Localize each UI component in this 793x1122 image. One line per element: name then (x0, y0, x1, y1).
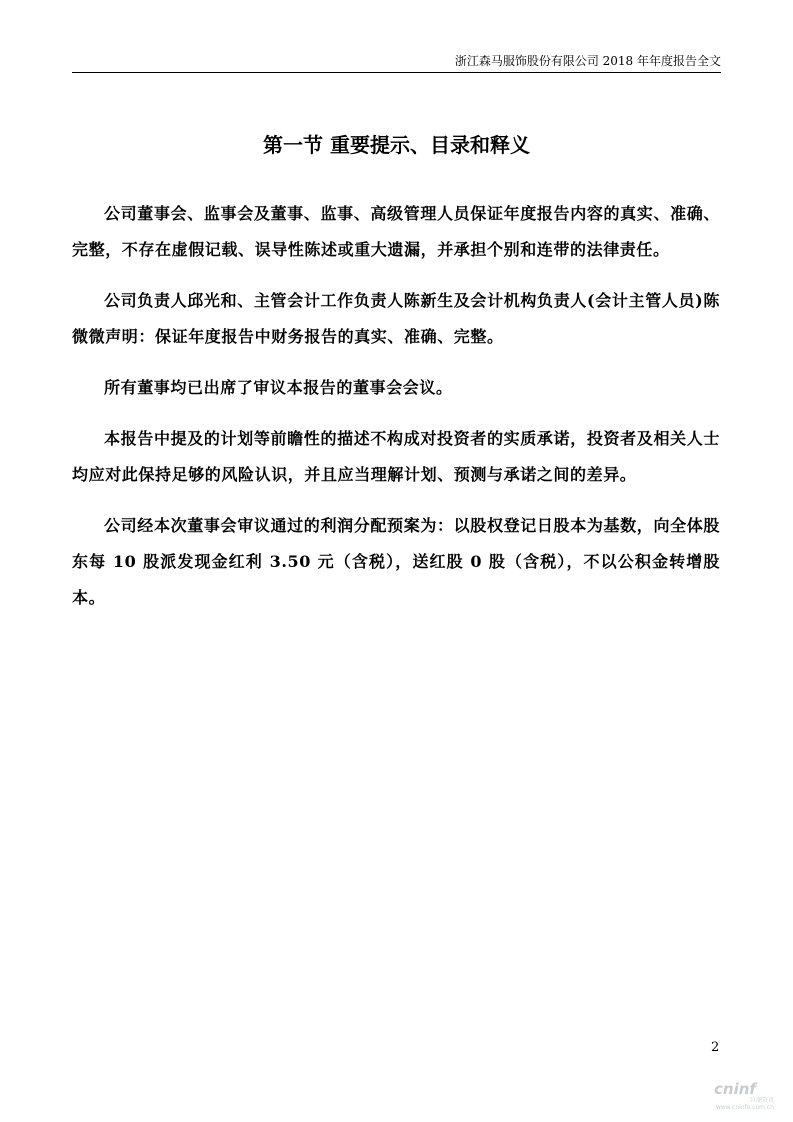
paragraph-dividend-plan: 公司经本次董事会审议通过的利润分配预案为：以股权登记日股本为基数，向全体股东每 10 股派发现金红利 3.50 元（含税），送红股 0 股（含税），不以公积金转增股本。 (72, 516, 720, 607)
cninfo-url: www.cninfo.com.cn (715, 1104, 774, 1111)
header-company-report: 浙江森马服饰股份有限公司 2018 年年度报告全文 (454, 54, 721, 68)
document-body (72, 196, 720, 631)
paragraph-financial-declaration: 公司负责人邱光和、主管会计工作负责人陈新生及会计机构负责人(会计主管人员)陈微微声明：保证年度报告中财务报告的真实、准确、完整。 (72, 291, 720, 346)
section-title: 第一节 重要提示、目录和释义 (263, 133, 530, 157)
paragraph-responsibility-statement: 公司董事会、监事会及董事、监事、高级管理人员保证年度报告内容的真实、准确、完整，不存在虚假记载、误导性陈述或重大遗漏，并承担个别和连带的法律责任。 (72, 204, 720, 259)
paragraph-board-attendance: 所有董事均已出席了审议本报告的董事会会议。 (104, 378, 453, 397)
cninfo-subtext: 巨潮资讯 (749, 1097, 774, 1104)
page-header (72, 52, 721, 73)
cninfo-logo: cninf (714, 1080, 756, 1098)
paragraph-forward-looking: 本报告中提及的计划等前瞻性的描述不构成对投资者的实质承诺，投资者及相关人士均应对此保持足够的风险认识，并且应当理解计划、预测与承诺之间的差异。 (72, 429, 720, 484)
page-number: 2 (711, 1040, 720, 1055)
cninfo-watermark (714, 1082, 774, 1112)
